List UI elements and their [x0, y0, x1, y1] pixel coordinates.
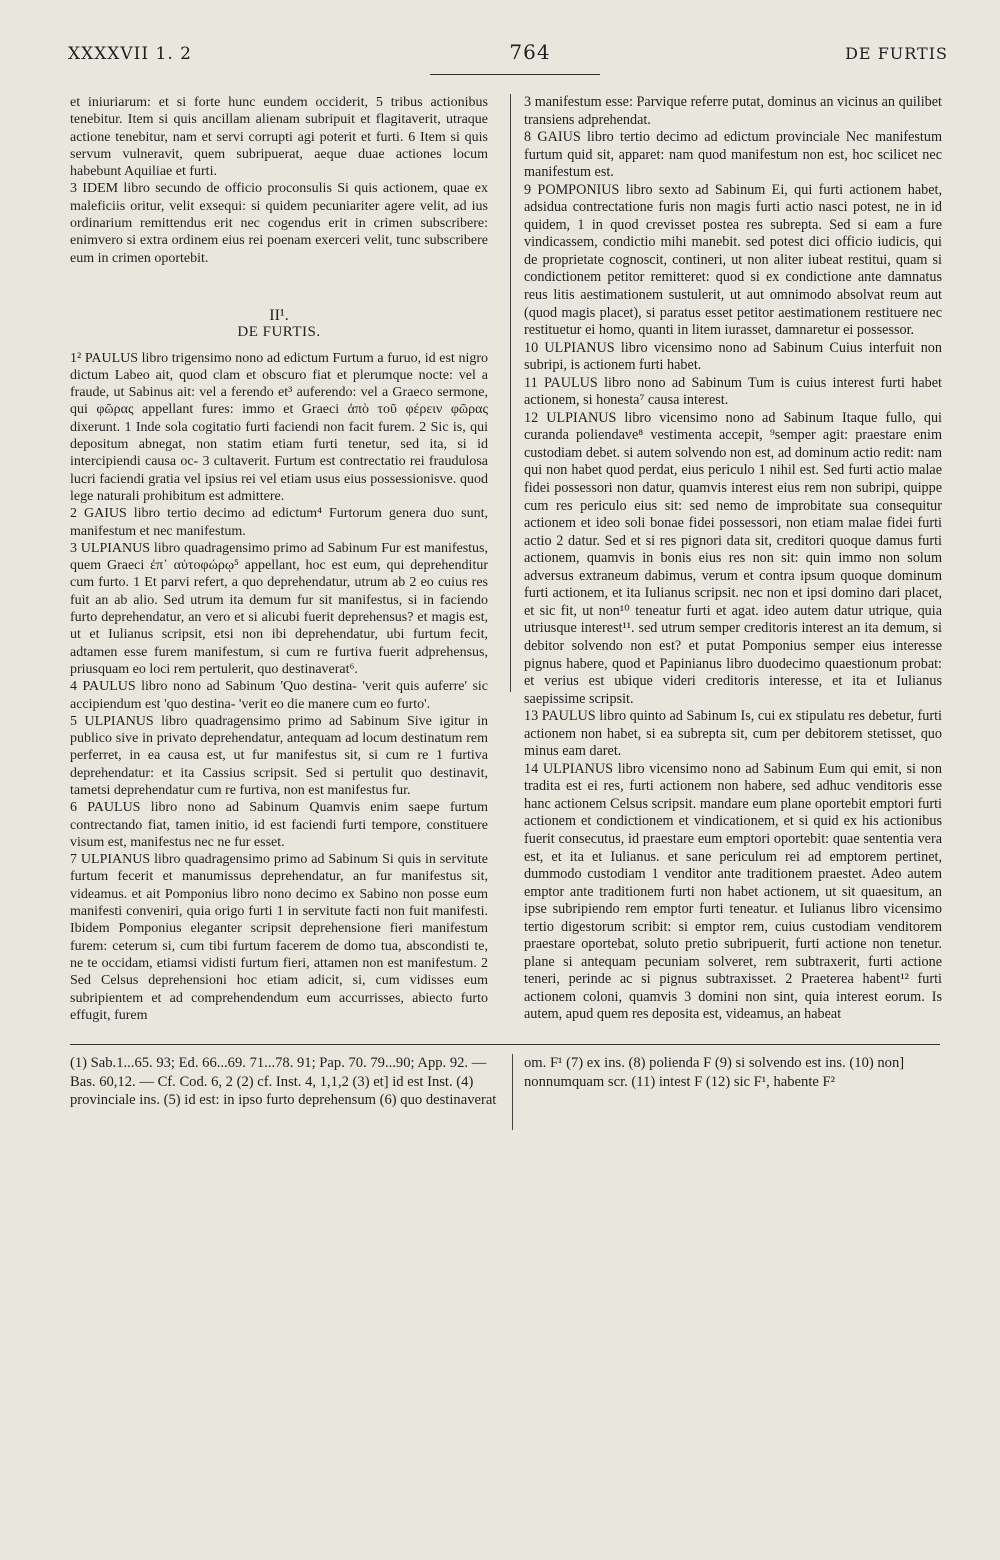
running-head-section: XXXXVII 1. 2	[68, 44, 192, 64]
paragraph: 4 PAULUS libro nono ad Sabinum 'Quo destina- 'verit quis auferre' sic accipiendum est 'quo destina- 'verit eo die manere cum eo furto'.	[70, 679, 488, 712]
paragraph: 3 IDEM libro secundo de officio proconsulis Si quis actionem, quae ex maleficiis oritur, velit exsequi: si quidem pecuniariter agere velit, ad ius ordinarium remittendus erit nec cogendus erit in crimen subscribere: enimvero si extra ordinem eius rei poenam exerceri velit, tunc subscribere eum in crimen oportebit.	[70, 181, 488, 266]
paragraph: 14 ULPIANUS libro vicensimo nono ad Sabinum Eum qui emit, si non tradita est ei res, furti actionem non habere, sed adhuc venditoris esse hanc actionem Celsus scripsit. mandare eum plane oportebit emptori furti actionem et condictionem et vindicationem, et si quid ex his actionibus fuerit consecutus, id praestare eum emptori oportebit: quae sententia vera est, et ita et Iulianus. et sane periculum rei ad emptorem pertinet, dummodo custodiam 1 venditor ante traditionem praestet. Adeo autem emptor ante traditionem furti non habet actionem, ut sit quaesitum, an ipse subripiendo rem emptor furti teneatur. et Iulianus libro vicensimo tertio digestorum scribit: si emptor rem, cuius custodiam venditorem praestare oportebat, soluto pretio subripuerit, furti actione non tenetur. plane si antequam pecuniam solveret, rem subtraxerit, furti actione teneri, perinde ac si pignus subtraxisset. 2 Praeterea habent¹² furti actionem coloni, quamvis 3 domini non sint, quia interest eorum. Is autem, apud quem res deposita est, videamus, an habeat	[524, 760, 942, 1023]
paragraph: 3 ULPIANUS libro quadragensimo primo ad Sabinum Fur est manifestus, quem Graeci ἐπ᾽ αὐτοφώρῳ⁵ appellant, hoc est eum, qui deprehenditur cum furto. 1 Et parvi refert, a quo deprehendatur, utrum ab 2 eo cuius res fuit an ab alio. Sed utrum ita demum fur sit manifestus, si in faciendo furto deprehendatur, an vero et si alicubi fuerit deprehensus? et magis est, ut et Iulianus scripsit, etsi non ibi deprehendatur, ubi furtum fecit, adtamen esse furem manifestum, si cum re furtiva fuerit adprehensus, priusquam eo loci rem pertulerit, quo destinaverat⁶.	[70, 540, 488, 677]
column-divider	[510, 94, 511, 692]
paragraph: et iniuriarum: et si forte hunc eundem occiderit, 5 tribus actionibus tenebitur. Item si quis ancillam alienam subripuit et flagitaverit, utraque actione tenebitur, nam et servi corrupti agi poterit et furti. 6 Item si quis servum vulneravit, quem subripuerat, aeque duae actiones locum habebunt Aquiliae et furti.	[70, 95, 488, 180]
left-column	[70, 94, 488, 1024]
paragraph: 3 manifestum esse: Parvique referre putat, dominus an vicinus an quilibet transiens adprehendat.	[524, 94, 942, 128]
section-number: II¹.	[269, 306, 289, 324]
paragraph: 5 ULPIANUS libro quadragensimo primo ad Sabinum Sive igitur in publico sive in privato deprehendatur, antequam ad locum destinatum rem perferret, in ea causa est, ut fur manifestus sit, si cum re 1 furtiva deprehendatur: et ita Cassius scripsit. Sed si pertulit quo destinavit, tametsi deprehendatur cum re furtiva, non est manifestus fur.	[70, 713, 488, 798]
footnote-rule	[70, 1044, 940, 1045]
paragraph: 1² PAULUS libro trigensimo nono ad edictum Furtum a furuo, id est nigro dictum Labeo ait, quod clam et obscuro fiat et plerumque nocte: vel a fraude, ut Sabinus ait: vel a ferendo et³ auferendo: vel a Graeco sermone, qui φῶρας appellant fures: immo et Graeci ἀπὸ τοῦ φέρειν φῶρας dixerunt. 1 Inde sola cogitatio furti faciendi non facit furem. 2 Sic is, qui depositum abnegat, non statim etiam furti tenetur, sed ita, si id intercipiendi causa oc- 3 cultaverit. Furtum est contrectatio rei fraudulosa lucri faciendi gratia vel ipsius rei vel etiam usus eius possessionisve. quod lege naturali prohibitum est admittere.	[70, 350, 488, 504]
section-title: DE FURTIS.	[237, 324, 321, 341]
footnotes-left: (1) Sab.1...65. 93; Ed. 66...69. 71...78. 91; Pap. 70. 79...90; App. 92. — Bas. 60,12. — Cf. Cod. 6, 2 (2) cf. Inst. 4, 1,1,2 (3) et] id est Inst. (4) provinciale ins. (5) id est: in ipso furto deprehensum (6) quo destinaverat	[70, 1055, 497, 1108]
right-column	[524, 94, 942, 1024]
page-number: 764	[509, 40, 551, 64]
paragraph: 7 ULPIANUS libro quadragensimo primo ad Sabinum Si quis in servitute furtum fecerit et manumissus deprehendatur, an fur manifestus sit, videamus. et ait Pomponius libro nono decimo ex Sabino non posse eum manifesti conveniri, quia origo furti 1 in servitute facti non fuit manifesti. Ibidem Pomponius eleganter scripsit deprehensione fieri manifestum furem: ceterum si, cum tibi furtum facerem de domo tua, abscondisti te, ne te occidam, etiamsi vidisti furtum fieri, attamen non est manifestum. 2 Sed Celsus deprehensioni hoc etiam adicit, si, cum vidisses eum subripientem et ad comprehendendum eum accurrisses, abiecto furto effugit, furem	[70, 852, 488, 1023]
running-head-title: DE FURTIS	[845, 44, 948, 63]
paragraph: 12 ULPIANUS libro vicensimo nono ad Sabinum Itaque fullo, qui curanda poliendave⁸ vestimenta accepit, ⁹semper agit: praestare enim custodiam debet. si autem solvendo non est, ad dominum actio redit: nam qui non habet quod perdat, eius periculo 1 nihil est. Sed furti actio malae fidei possessori non datur, quamvis interest eius rem non subripi, quippe cum res periculo eius sit: sed nemo de improbitate sua consequitur actionem et ideo soli bonae fidei possessori, non etiam malae fidei furti actio 2 datur. Sed et si res pignori data sit, creditori quoque damus furti actionem, quamvis in bonis eius res non sit: quin immo non solum adversus extraneum dabimus, verum et contra ipsum quoque dominum furti actionem, et ita Iulianus scripsit. nec non et ipsi domino dari placet, et sic fit, ut non¹⁰ teneatur furti et agat. ideo autem datur utrique, quia utriusque interest¹¹. sed utrum semper creditoris interest an ita demum, si debitor solvendo non est? et putat Pomponius semper eius interesse pignus habere, quod et Papinianus libro duodecimo quaestionum probat: et verius est ubique videri creditoris interesse, et ita et Iulianus saepissime scripsit.	[524, 409, 942, 707]
footnote-divider	[512, 1054, 513, 1130]
paragraph: 9 POMPONIUS libro sexto ad Sabinum Ei, qui furti actionem habet, adsidua contrectatione furis non magis furti actio nasci potest, ne in id quidem, 1 in quod crevisset postea res subrepta. Sed si eam a fure vindicassem, condictio mihi manebit. sed potest dici officio iudicis, qui de proprietate cognoscit, contineri, ut non aliter iubeat restitui, quam si condictionem petitor remitteret: quod si ex condictione ante damnatus reus litis aestimationem sustulerit, ut aut omnimodo absolvat reum aut (quod magis placet), si paratus esset petitor aestimationem restituere nec restituetur ei homo, quanti in litem iurasset, damnaretur ei possessor.	[524, 181, 942, 339]
paragraph: 13 PAULUS libro quinto ad Sabinum Is, cui ex stipulatu res debetur, furti actionem non habet, si ea subrepta sit, cum per debitorem stetisset, quo minus eam daret.	[524, 708, 942, 760]
footnotes-right: om. F¹ (7) ex ins. (8) polienda F (9) si solvendo est ins. (10) non] nonnumquam scr. (11) intest F (12) sic F¹, habente F²	[524, 1055, 905, 1090]
paragraph: 11 PAULUS libro nono ad Sabinum Tum is cuius interest furti habet actionem, si honesta⁷ causa interest.	[524, 374, 942, 409]
paragraph: 2 GAIUS libro tertio decimo ad edictum⁴ Furtorum genera duo sunt, manifestum et nec manifestum.	[70, 506, 488, 539]
paragraph: 6 PAULUS libro nono ad Sabinum Quamvis enim saepe furtum contrectando fiat, tamen initio, id est faciendi furti tempore, constituere visum est, manifestus nec ne fur esset.	[70, 800, 488, 850]
paragraph: 10 ULPIANUS libro vicensimo nono ad Sabinum Cuius interfuit non subripi, is actionem furti habet.	[524, 339, 942, 374]
header-rule	[430, 74, 600, 75]
paragraph: 8 GAIUS libro tertio decimo ad edictum provinciale Nec manifestum furtum quid sit, apparet: nam quod manifestum non est, hoc scilicet nec manifestum est.	[524, 129, 942, 181]
